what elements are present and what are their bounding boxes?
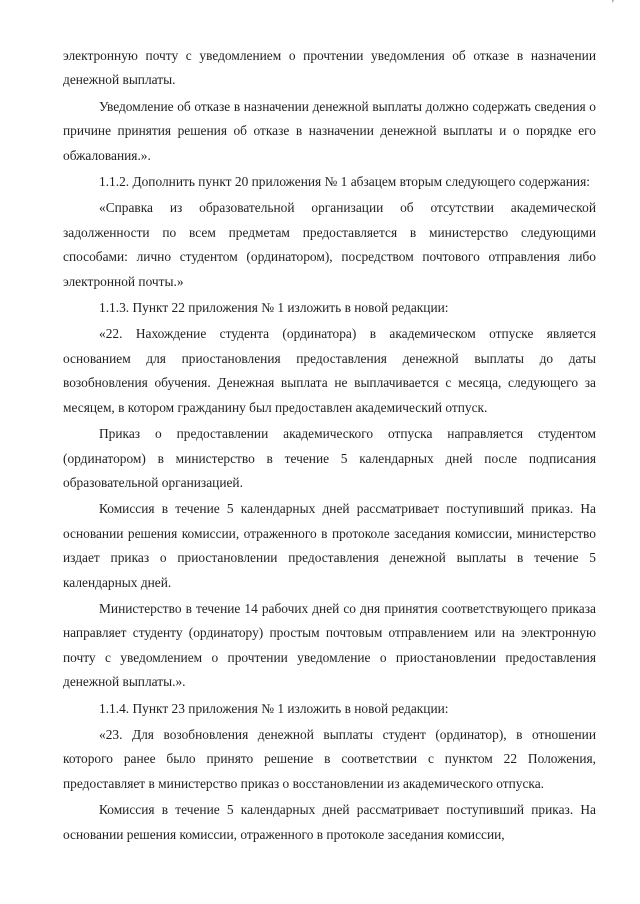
corner-mark: ' <box>612 0 614 10</box>
paragraph-refusal-notice-content: Уведомление об отказе в назначении денежной выплаты должно содержать сведения о причине принятия решения об отказе в назначении денежной выплаты и о порядке его обжалования.». <box>63 98 596 163</box>
paragraph-clause-1-1-3: 1.1.3. Пункт 22 приложения № 1 изложить в новой редакции: <box>99 300 449 316</box>
paragraph-clause-1-1-4: 1.1.4. Пункт 23 приложения № 1 изложить в новой редакции: <box>99 700 449 716</box>
paragraph-ministry-notice: Министерство в течение 14 рабочих дней со дня принятия соответствующего приказа направляет студенту (ординатору) простым почтовым отправлением или на электронную почту с уведомлением о прочтении уведомление о приостановлении предоставления денежной выплаты.». <box>63 600 596 690</box>
paragraph-commission-resumption: Комиссия в течение 5 календарных дней рассматривает поступивший приказ. На основании решения комиссии, отраженного в протоколе заседания комиссии, <box>63 802 596 842</box>
paragraph-email-notice-end: электронную почту с уведомлением о прочтении уведомления об отказе в назначении денежной выплаты. <box>63 48 596 88</box>
paragraph-commission-suspension: Комиссия в течение 5 календарных дней рассматривает поступивший приказ. На основании решения комиссии, отраженного в протоколе заседания комиссии, министерство издает приказ о приостановлении предоставления денежной выплаты в течение 5 календарных дней. <box>63 501 596 590</box>
document-body <box>63 44 596 847</box>
paragraph-point-22: «22. Нахождение студента (ординатора) в академическом отпуске является основанием для приостановления предоставления денежной выплаты до даты возобновления обучения. Денежная выплата не выплачивается с месяца, следующего за месяцем, в котором гражданину был предоставлен академический отпуск. <box>63 326 596 415</box>
paragraph-certificate-quote: «Справка из образовательной организации об отсутствии академической задолженности по всем предметам предоставляется в министерство следующими способами: лично студентом (ординатором), посредством почтового отправления либо электронной почты.» <box>63 200 596 289</box>
paragraph-clause-1-1-2: 1.1.2. Дополнить пункт 20 приложения № 1 абзацем вторым следующего содержания: <box>99 174 590 190</box>
paragraph-point-23: «23. Для возобновления денежной выплаты студент (ординатор), в отношении которого ранее было принято решение в соответствии с пунктом 22 Положения, предоставляет в министерство приказ о восстановлении из академического отпуска. <box>63 726 596 791</box>
paragraph-leave-order: Приказ о предоставлении академического отпуска направляется студентом (ординатором) в министерство в течение 5 календарных дней после подписания образовательной организацией. <box>63 426 596 490</box>
